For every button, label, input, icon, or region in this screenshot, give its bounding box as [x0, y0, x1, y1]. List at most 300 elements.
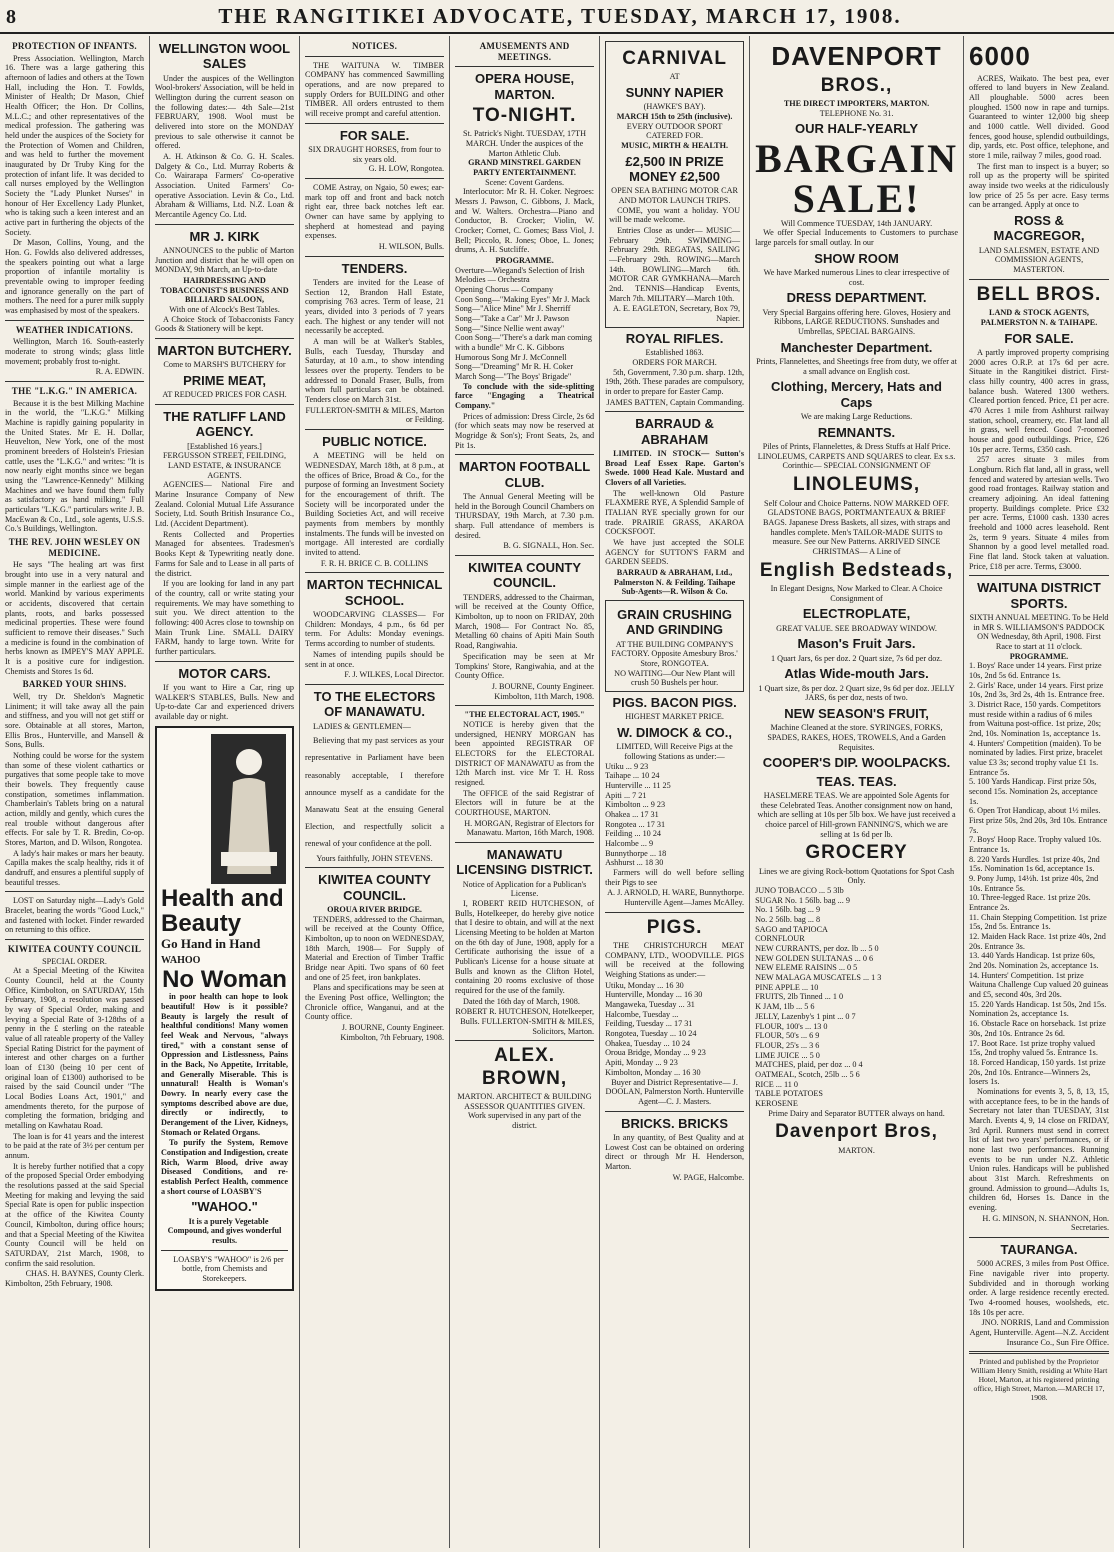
divider [305, 178, 444, 179]
divider [305, 123, 444, 124]
article-text: Believing that my past services as your representative in Parliament have been reasonably acceptable, I therefore announce myself as a candidate for the Manawatu Seat at the ensuing General Election, and respectfully solicit a renewal of your confidence at the poll. [305, 736, 445, 849]
headline-grain: GRAIN CRUSHING AND GRINDING [617, 606, 732, 638]
article-text: 257 acres situate 3 miles from Longburn. Rich flat land, all in grass, well fenced and watered by artesian wells. Two good road frontages. Railway station and creamery adjoining. An ideal fattening property. Buildings complete. Price £32 per acre. Terms, £1000 cash. 1330 acres freehold and 1000 acres leasehold. Rent 2s, term 9 years. Situate 4 miles from Shannon by a good level metalled road. Fine flat land. Stock taken at valuation. Price, £18 per acre. Terms, £3000. [968, 455, 1109, 571]
list-item: 16. Obstacle Race on horseback. 1st prize 30s, 2nd 10s. Entrance 2s 6d. [968, 1019, 1106, 1038]
signature: A. J. ARNOLD, H. WARE, Bunnythorpe. Hunterville Agent—James McAlley. [607, 888, 745, 908]
article-text: 5000 ACRES, 3 miles from Post Office. Fine navigable river into property. Subdivided and in thorough working order. A large residence recently erected. Two 4-roomed houses, woolsheds, etc. 18s 10s per acre. [968, 1259, 1109, 1317]
article-text: 1 Quart Jars, 6s per doz. 2 Quart size, 7s 6d per doz. [771, 653, 943, 663]
article-text: A lady's hair makes or mars her beauty. Capilla makes the scalp healthy, rids it of dandruff, and ensures a plentiful supply of beautiful tresses. [5, 848, 145, 887]
signature: W. PAGE, Halcombe. [672, 1172, 745, 1182]
list-item: March Song—"The Boys' Brigade" [455, 372, 572, 382]
article-text: ACRES, Waikato. The best pea, ever offered to land buyers in New Zealand. All ploughable. 5000 acres been ploughed. 1500 now in rape and turnips. Guaranteed to winter 12,000 big sheep and 1000 cattle. Well divided. Good fences, good house, splendid outbuildings, dip, yards, etc. Post office, telephone, and store 1 mile, railway 7 miles, good road. [968, 73, 1109, 161]
list-item: Song—"Dreaming" Mr R. H. Coker [455, 362, 574, 372]
list-item: Hunterville, Monday ... 16 30 [605, 990, 703, 1000]
ad-price: LOASBY'S "WAHOO" is 2/6 per bottle, from Chemists and Storekeepers. [173, 1254, 284, 1284]
signature: G. H. LOW, Rongotea. [368, 164, 445, 174]
article-text: COME Astray, on Ngaio, 50 ewes; ear-mark top off and front and back notch right ear, three back notches left ear. Owner can have same by applying to shepherd at homestead and paying expenses. [305, 182, 445, 241]
list-item: Rongotea, Tuesday ... 10 24 [605, 1029, 697, 1039]
divider [305, 56, 444, 57]
headline-bricks: BRICKS. BRICKS [621, 1115, 729, 1131]
headline-butchery: MARTON BUTCHERY. [157, 343, 292, 359]
ad-tagline: Go Hand in Hand [161, 935, 261, 951]
article-text: If you want to Hire a Car, ring up WALKER'S STABLES, Bulls. New and Up-to-date Car and experienced drivers available day or night. [155, 682, 295, 721]
subheadline: PRIME MEAT, [183, 373, 266, 389]
subheadline: TEAS. TEAS. [816, 773, 897, 789]
list-item: Kimbolton, Monday ... 16 30 [605, 1067, 701, 1077]
prize-money: £2,500 IN PRIZE MONEY £2,500 [625, 153, 724, 185]
headline-kiwitea: KIWITEA COUNTY COUNCIL [7, 944, 142, 955]
divider [161, 1250, 288, 1251]
article-text: We offer Special Inducements to Customers to purchase large parcels for small outlay. In our [755, 228, 958, 248]
divider [5, 381, 144, 382]
subheadline: ELECTROPLATE, [802, 606, 911, 622]
subheadline: Manchester Department. [780, 339, 933, 355]
article-text: Notice of Application for a Publican's License. [462, 879, 587, 899]
list-item: Song—"Since Nellie went away" [455, 323, 565, 333]
headline-barraud: BARRAUD & ABRAHAM [635, 416, 714, 447]
divider [155, 404, 294, 405]
article-text: A MEETING will be held on WEDNESDAY, March 18th, at 8 p.m., at the offices of Brice, Broad & Co., for the purpose of forming an Investment Society for the encouragement of thrift. The Society will be incorporated under the Building Societies Act, and will receive payments from members by monthly instalments. The funds will be invested on mortgage. All interested are cordially invited to attend. [305, 451, 445, 558]
subheadline: Clothing, Mercery, Hats and Caps [771, 379, 943, 410]
subheadline: PROGRAMME. [1009, 651, 1069, 661]
signature: BARRAUD & ABRAHAM, Ltd., Palmerston N. & Feilding. Taihape Sub-Agents—R. Wilson & Co. [613, 567, 736, 597]
signature: H. WILSON, Bulls. [378, 242, 445, 252]
list-item: FLOUR, 25's ... 3 6 [755, 1040, 820, 1050]
article-text: Prime Dairy and Separator BUTTER always on hand. [768, 1108, 945, 1118]
list-item: Kimbolton ... 9 23 [605, 800, 666, 810]
subheadline: GROCERY [805, 842, 908, 864]
divider [455, 705, 594, 706]
article-text: TENDERS, addressed to the Chairman, will be received at the County Office, Kimbolton, up to noon on FRIDAY, 20th March, 1908— For Contract No. 85, Metalling 60 chains of Apiti Main South Road, Rangiwahia. [455, 592, 595, 651]
article-text: AT REDUCED PRICES FOR CASH. [162, 390, 287, 400]
columns [0, 36, 1114, 1548]
article-text: Established 1863. [645, 348, 704, 358]
column-5 [600, 36, 750, 1548]
list-item: 9. Pony Jump, 14½h. 1st prize 40s, 2nd 10s. Entrance 5s. [968, 874, 1099, 893]
list-item: Opening Chorus — Company [455, 285, 554, 295]
headline-minstrel: GRAND MINSTREL GARDEN PARTY ENTERTAINMENT. [468, 158, 581, 177]
article-text: 5th, Government, 7.30 p.m. sharp. 12th, 19th, 26th. These parades are compulsory, in order to prepare for Easter Camp. [605, 367, 745, 396]
column-2 [150, 36, 300, 1548]
list-item: 10. Three-legged Race. 1st prize 20s. Entrance 2s. [968, 893, 1091, 913]
headline-protection: PROTECTION OF INFANTS. [12, 41, 137, 51]
article-text: A man will be at Walker's Stables, Bulls, each Tuesday, Thursday and Saturday, at 10 a.m., to show intending lessees over the property. Tenders to be addressed to Donald Fraser, Bulls, from whom full particulars can be obtained. Tenders close on March 31st. [305, 337, 445, 405]
divider [969, 1237, 1109, 1238]
headline-shins: BARKED YOUR SHINS. [22, 679, 127, 690]
list-item: 12. Maiden Hack Race. 1st prize 40s, 2nd 20s. Entrance 3s. [968, 932, 1106, 951]
article-text: In Elegant Designs, Now Marked to Clear. A Choice Consignment of [770, 583, 943, 603]
article-text: Lines we are giving Rock-bottom Quotations for Spot Cash Only. [758, 866, 955, 886]
list-item: NEW MALAGA MUSCATELS ... 1 3 [755, 973, 882, 983]
headline-alex-brown: ALEX. BROWN, [481, 1045, 568, 1089]
divider [5, 939, 144, 940]
article-text: NOTICE is hereby given that the undersigned, HENRY MORGAN has been appointed REGISTRAR OF ELECTORS for the ELECTORAL DISTRICT OF MANAWATU as from the 12th March inst. vice Mr T. H. Ross resigned. [455, 719, 595, 787]
headline-bargain: BARGAIN [755, 135, 958, 181]
article-text: To conclude with the side-splitting farce "Engaging a Theatrical Company." [455, 381, 595, 411]
divider [605, 912, 744, 913]
article-text: St. Patrick's Night. TUESDAY, 17TH MARCH. Under the auspices of the Marton Athletic Club. [463, 129, 587, 158]
list-item: No. 1 56lb. bag ... 9 [755, 905, 821, 915]
divider [969, 279, 1109, 280]
list-item: Halcombe, Tuesday ... [605, 1009, 679, 1019]
article-text: TENDERS, addressed to the Chairman, will be received at the County Office, Kimbolton, up to noon on WEDNESDAY, 18th March, 1908— For Supply of Material and Erection of Timber Traffic Bridge near Apiti. Two spans of 60 feet and one of 25 feet, iron bankplates. [305, 914, 445, 982]
headline-carnival: CARNIVAL [622, 48, 727, 69]
article-text: GREAT VALUE. SEE BROADWAY WINDOW. [776, 623, 937, 633]
headline-bell-bros: BELL BROS. [976, 283, 1102, 305]
list-item: 13. 440 Yards Handicap. 1st prize 60s, 2nd 20s. Nomination 2s, acceptance 1s. [968, 951, 1099, 971]
list-item: Ashhurst ... 18 30 [605, 858, 664, 868]
programme-list [455, 266, 594, 382]
section-title: AMUSEMENTS AND MEETINGS. [479, 41, 570, 62]
article-text: At a Special Meeting of the Kiwitea County Council, held at the County Office, Kimbolton, on SATURDAY, 15th February, 1908, a resolution was passed by way of Special Order, making and levying a Special Rate of 3-128ths of a penny in the £ sterling on the rateable value of all rateable property of the Valley Special Rating District for the payment of interest and other charges on a further loan of £130 (being 10 per cent of original loan of £1300) authorised to be raised by the said Council under "The Local Bodies Loans Act, 1901," and amendments thereto, for the purpose of completing the formation, bridging and metalling on Kawhatau Road. [5, 966, 145, 1131]
list-item: Overture—Wiegand's Selection of Irish Melodies — Orchestra [455, 265, 585, 285]
signature: B. G. SIGNALL, Hon. Sec. [503, 541, 595, 551]
subheadline: ROSS & MACGREGOR, [993, 213, 1085, 244]
subheadline: SUNNY NAPIER [625, 85, 724, 101]
signature: CHAS. H. BAYNES, County Clerk. [25, 1269, 145, 1279]
subheadline: W. DIMOCK & CO., [617, 724, 732, 740]
article-text: Because it is the best Milking Machine in the world, the "L.K.G." Milking Machine is rapidly gaining popularity in the United States. Mr E. H. Dollar, Heuvelton, New York, one of the most prominent breeders of Holstein's Friesian cattle, uses the "L.K.G." and writes: "It is now nearly eight months since we began using the "Lawrence-Kennedy" Milking Machines and we have found them fully as satisfactory as hand milking." Full particulars "L.K.G." particulars write J. B. MacEwan & Co., Ltd., sole agents, U.S.S. Co.'s Buildings, Wellington. [5, 398, 145, 534]
article-text: We have Marked numerous Lines to clear irrespective of cost. [763, 268, 950, 287]
list-item: Utiku ... 9 23 [605, 761, 649, 771]
list-item: JUNO TOBACCO ... 5 3lb [755, 886, 844, 896]
ad-badge: WAHOO [161, 955, 201, 967]
headline-tenders: TENDERS. [341, 260, 408, 276]
list-item: TABLE POTATOES [755, 1089, 823, 1099]
ad-title: Health and Beauty [161, 884, 284, 937]
headline-pigs-2: PIGS. [646, 916, 703, 938]
list-item: FRUITS, 2lb Tinned ... 1 0 [755, 992, 844, 1002]
article-text: In any quantity, of Best Quality and at Lowest Cost can be obtained on ordering direct or through Mr H. Henderson, Marton. [605, 1132, 745, 1171]
list-item: Halcombe ... 9 [605, 838, 654, 848]
list-item: Coon Song—"Making Eyes" Mr J. Mack [455, 294, 590, 304]
divider [305, 684, 444, 685]
list-item: Humorous Song Mr J. McConnell [455, 352, 567, 362]
list-item: 4. Hunters' Competition (maiden). To be nominated by ladies. First prize, bracelet value £3 3s; second trophy value £1 1s. Entrance 5s. [968, 738, 1103, 777]
signature: JAMES BATTEN, Captain Commanding. [606, 397, 745, 407]
list-item: 11. Chain Stepping Competition. 1st prize 15s, 2nd 5s. Entrance 1s. [968, 912, 1107, 932]
subheadline: MUSIC, MIRTH & HEALTH. [621, 141, 729, 151]
article-text: AT [669, 72, 680, 82]
article-text: LIMITED, Will Receive Pigs at the following Stations as under:— [616, 742, 733, 761]
headline-for-sale: FOR SALE. [339, 127, 410, 143]
divider [455, 555, 594, 556]
ad-brand: "WAHOO." [191, 1199, 258, 1215]
headline-6000-acres: 6000 [968, 41, 1031, 71]
headline-kirk: MR J. KIRK [189, 228, 260, 244]
column-3 [300, 36, 450, 1548]
list-item: LIME JUICE ... 5 0 [755, 1050, 820, 1060]
column-6 [750, 36, 964, 1548]
list-item: Bunnythorpe ... 18 [605, 848, 667, 858]
list-item: FLOUR, 50's ... 6 9 [755, 1031, 820, 1041]
divider [605, 1111, 744, 1112]
article-text: The loan is for 41 years and the interest to be paid at the rate of 3½ per centum per annum. [5, 1131, 145, 1161]
subheadline: HAIRDRESSING AND TOBACCONIST'S BUSINESS AND BILLIARD SALOON, [160, 276, 289, 305]
list-item: 6. Open Trot Handicap, about 1½ miles. First prize 50s, 2nd 20s, 3rd 10s. Entrance 7s. [968, 806, 1108, 835]
article-text: Plans and specifications may be seen at the Evening Post office, Wellington; the Chronicle office, Wanganui, and at the County office. [305, 983, 445, 1022]
divider [605, 411, 744, 412]
article-text: Nothing could be worse for the system than some of these violent cathartics or purgatives that some people take to move their bowels. They frequently cause constipation, sometimes inflammation. Chamberlain's Tablets bring on a natural action, mildly and gently, which cures the real trouble without dangerous after effects. For sale by T. R. Bredin, Co-op. Stores, Marton, and D. Wilson, Rongotea. [5, 750, 145, 848]
article-text: Press Association. Wellington, March 16. There was a large gathering this afternoon of ladies and others at the Town Hall, including the Hon. T. Fowlds, Minister of Health; Dr Mason, Chief Health Officer; the Hon. Dr Collins, M.L.C.; and other representatives of the medical profession. The gathering was held under the auspices of the Society for the Protection of Women and Children, and was held to further the movement inaugurated by Dr Truby King for the protection of infant life. It was decided to call nurses employed by the Wellington Society the "Lady Plunket Nurses" in honour of Her Excellency Lady Plunket, who is taking such a keen interest and an active part in furthering the objects of the Society. [5, 53, 145, 237]
list-item: 5. 100 Yards Handicap. First prize 50s, second 15s. Nomination 2s, acceptance 1s. [968, 777, 1098, 806]
list-item: 2. Girls' Race, under 14 years. First prize 10s, 2nd 3s, 3rd 2s, 4th 1s. Entrance free. [968, 680, 1105, 700]
wahoo-advertisement [155, 726, 294, 1291]
list-item: Apiti, Monday ... 9 23 [605, 1058, 678, 1068]
list-item: Feilding, Tuesday ... 17 31 [605, 1019, 693, 1029]
article-text: HASELMERE TEAS. We are appointed Sole Agents for these Celebrated Teas. Another consignment now on hand, which are selling at 10s per 5lb box. We have just received a choice parcel of Hill-grown FANNING'S, which we are selling at 1s 6d per lb. [757, 790, 956, 839]
headline-electors: TO THE ELECTORS OF MANAWATU. [313, 688, 436, 720]
list-item: Ohakea, Tuesday ... 10 24 [605, 1038, 691, 1048]
list-item: Feilding ... 10 24 [605, 829, 662, 839]
section-title: NOTICES. [351, 41, 398, 51]
subheadline: FOR SALE. [1004, 330, 1074, 346]
article-text: WOODCARVING CLASSES— For Children: Mondays, 4 p.m., 6s 6d per term. For Adults: Monday evenings. Terms according to number of students. [305, 610, 445, 649]
divider [455, 842, 594, 843]
article-text: A partly improved property comprising 2000 acres O.R.P. at 17s 6d per acre. Situate in the Rangitikei district. First-class hilly country, 400 acres in grass, balance bush. Watered 1300 wethers. Cleared portion fenced. Price, £1 per acre. 470 Acres 1 mile from Ashhurst railway station, school, creamery, etc. Flat land all in grass, well fenced. Good 7-roomed house and good outbuildings. Price, £26 10s per acre. Terms, £350 cash. [968, 347, 1109, 454]
headline-ratliff: THE RATLIFF LAND AGENCY. [163, 409, 286, 440]
divider [305, 867, 444, 868]
article-text: Under the auspices of the Wellington Wool-brokers' Association, will be held in Wellington during the current season on the following dates:— 4th Sale—21st FEBRUARY, 1908. Wool must be delivered into store on the MONDAY previous to sale otherwise it cannot be offered. [155, 73, 295, 151]
subheadline: Mason's Fruit Jars. [797, 636, 916, 652]
headline-royal-rifles: ROYAL RIFLES. [625, 330, 724, 346]
agents-list: A. H. Atkinson & Co. G. H. Scales. Dalgety & Co., Ltd. Murray Roberts & Co. Wairarapa Farmers' Co-operative Association. United Farmers' Co-operative Association. Levin & Co., Ltd. Abraham & Williams, Ltd. N.Z. Loan & Mercantile Agency Co. Ltd. [155, 152, 295, 220]
ad-text: To purify the System, Remove Constipation and Indigestion, create Rich, Warm Blood, drive away Diseased Conditions, and re-establish Perfect Health, commence a short course of LOASBY'S [161, 1138, 289, 1196]
article-text: Self Colour and Choice Patterns. NOW MARKED OFF. GLADSTONE BAGS, PORTMANTEAUX & BRIEF BAGS. Japanese Dress Baskets, all sizes, with straps and handles complete. Men's TAILOR-MADE SUITS to measure. See our New Patterns. ARRIVED SINCE CHRISTMAS— A Line of [762, 498, 951, 556]
printer-imprint: Printed and published by the Proprietor William Henry Smith, residing at White Hart Hotel, Marton, at his registered printing office, High Street, Marton.—MARCH 17, 1908. [970, 1357, 1108, 1403]
article-text: LADIES & GENTLEMEN— [313, 721, 411, 731]
article-text: FERGUSSON STREET, FEILDING, LAND ESTATE, & INSURANCE AGENTS. [162, 451, 287, 480]
signature: F. R. H. BRICE C. B. COLLINS [320, 558, 429, 568]
divider [969, 575, 1109, 576]
divider [305, 256, 444, 257]
list-item: 14. Hunters' Competition. 1st prize Waituna Challenge Cup valued 20 guineas and £5, second 40s, 3rd 20s. [968, 970, 1109, 1000]
column-1 [0, 36, 150, 1548]
headline-tauranga: TAURANGA. [1000, 1241, 1078, 1257]
list-item: Apiti ... 7 21 [605, 790, 647, 800]
subheadline: OROUA RIVER BRIDGE. [327, 905, 422, 915]
signature: J. BOURNE, County Engineer. Kimbolton, 11th March, 1908. [491, 681, 595, 701]
article-text: Names of intending pupils should be sent in at once. [305, 649, 445, 669]
signature: R. A. EDWIN. [95, 367, 145, 377]
headline-pigs: PIGS. BACON PIGS. [612, 694, 737, 710]
headline-lkg: THE "L.K.G." IN AMERICA. [11, 386, 138, 397]
divider [455, 66, 594, 67]
subheadline: English Bedsteads, [759, 559, 954, 581]
article-text: The Annual General Meeting will be held in the Borough Council Chambers on THURSDAY, 19th March, at 7.30 p.m. sharp. Full attendance of members is desired. [455, 492, 595, 540]
column-7 [964, 36, 1114, 1548]
signature: Buyer and District Representative— J. DOOLAN, Palmerston North. Hunterville Agent—C. J. Masters. [605, 1077, 744, 1106]
headline-licensing: MANAWATU LICENSING DISTRICT. [456, 846, 593, 878]
article-text: I, ROBERT REID HUTCHESON, of Bulls, Hotelkeeper, do hereby give notice that I desire to obtain, and will at the next Licensing Meeting to be holden at Marton on the 6th day of June, 1908, apply for a Certificate authorising the issue of a Publican's License for a house situate at Bulls and known as the Clifton Hotel, containing 20 rooms exclusive of those required for the use of the family. [455, 898, 595, 995]
list-item: 7. Boys' Hoop Race. Trophy valued 10s. Entrance 1s. [968, 835, 1102, 855]
grain-crushing-advertisement [605, 600, 744, 692]
signature: Yours faithfully, JOHN STEVENS. [316, 853, 433, 863]
article-text: If you are looking for land in any part of the country, call or write stating your requirements. We may have something to suit you. We direct attention to the following: 400 Acres close to township on Main Trunk Line. SMALL DAIRY FARM, handy to large town. Write for further particulars. [155, 579, 295, 656]
list-item: 15. 220 Yards Handicap. 1st 50s, 2nd 15s. Nomination 2s, acceptance 1s. [968, 999, 1107, 1019]
article-text: MARTON. ARCHITECT & BUILDING ASSESSOR QUANTITIES GIVEN. Work supervised in any part of the district. [457, 1092, 592, 1131]
article-text: THE WAITUNA W. TIMBER COMPANY has commenced Sawmilling operations, and are now prepared to supply Orders for BUILDING and other TIMBER. All orders entrusted to them will receive prompt and careful attention. [305, 60, 445, 118]
article-text: COME, you want a holiday. YOU will be made welcome. [609, 205, 741, 225]
list-item: NEW ELEME RAISINS ... 0 5 [755, 963, 858, 973]
article-text: SIX DRAUGHT HORSES, from four to six years old. [308, 144, 441, 164]
list-item: PINE APPLE ... 10 [755, 982, 819, 992]
headline-football: MARTON FOOTBALL CLUB. [458, 459, 591, 490]
article-text: Wellington, March 16. South-easterly moderate to strong winds; glass little movement; probably frost to-night. [5, 337, 145, 366]
article-text: OPEN SEA BATHING MOTOR CAR AND MOTOR LAUNCH TRIPS. [611, 186, 738, 206]
article-text: Prints, Flannelettes, and Sheetings free from duty, we offer at a small advance on English cost. [756, 357, 957, 376]
pig-stations-list [605, 981, 744, 1078]
article-text: The well-known Old Pasture FLAXMERE RYE, A Splendid Sample of ITALIAN RYE specially grown for our trade. PRAIRIE GRASS, AKAROA COCKSFOOT. [605, 488, 745, 537]
article-text: THE DIRECT IMPORTERS, MARTON. [783, 99, 930, 109]
list-item: Hunterville ... 11 25 [605, 780, 671, 790]
list-item: 8. 220 Yards Hurdles. 1st prize 40s, 2nd 15s. Nomination 1s 6d, acceptance 1s. [968, 854, 1100, 874]
article-text: Will Commence TUESDAY, 14th JANUARY. [780, 218, 933, 228]
subheadline: DRESS DEPARTMENT. [786, 290, 927, 306]
divider [455, 454, 594, 455]
grocery-list [755, 886, 958, 1108]
article-text: The first man to inspect is a buyer; so roll up as the property will be spirited away inside two weeks at the ridiculously low price of 25 5s per acre. Easy terms can be arranged. Apply at once to [968, 161, 1109, 210]
article-text: Come to MARSH'S BUTCHERY for [163, 360, 286, 370]
article-text: It is hereby further notified that a copy of the proposed Special Order embodying the resolutions passed at the said Special Meeting for making and levying the said Special Rate is open for public inspection at the office of the Kiwitea County Council, Kimbolton, during office hours; and that a Special Meeting of the Kiwitea County Council will be held on SATURDAY, 21st March, 1908, to confirm the said resolution. [5, 1161, 145, 1268]
list-item: JELLY, Lazenby's 1 pint ... 0 7 [755, 1011, 856, 1021]
list-item: Oroua Bridge, Monday ... 9 23 [605, 1048, 706, 1058]
article-text: The OFFICE of the said Registrar of Electors will in future be at the COURTHOUSE, MARTON. [455, 788, 595, 817]
article-text: A Choice Stock of Tobacconists Fancy Goods & Stationery will be kept. [155, 314, 295, 334]
list-item: Mangaweka, Tuesday ... 31 [605, 1000, 695, 1010]
divider [155, 224, 294, 225]
signature: ROBERT R. HUTCHESON, Hotelkeeper, Bulls. FULLERTON-SMITH & MILES, Solicitors, Marton. [455, 1007, 595, 1036]
headline-motor-cars: MOTOR CARS. [178, 665, 271, 681]
subheadline: COOPER'S DIP. WOOLPACKS. [762, 755, 951, 771]
article-text: Scene: Covent Gardens. [485, 177, 564, 187]
divider [969, 1351, 1109, 1354]
divider [5, 320, 144, 321]
headline-tonight: TO-NIGHT. [472, 104, 577, 126]
article-text: AGENCIES— National Fire and Marine Insurance Company of New Zealand. Colonial Mutual Life Assurance Society, Ltd. South British Insurance Co., Ltd. (Accident Department). [155, 480, 295, 529]
list-item: Song—"Alice Mine" Mr J. Sherriff [455, 304, 571, 314]
divider [455, 1040, 594, 1041]
article-text: Tenders are invited for the Lease of Section 12, Brandon Hall Estate, comprising 763 acres. Term of lease, 21 years, divided into 3 periods of 7 years each. The highest or any tender will not necessarily be accepted. [305, 278, 445, 336]
article-text: NO WAITING—Our New Plant will crush 50 Bushels per hour. [614, 668, 735, 688]
list-item: FLOUR, 100's ... 13 0 [755, 1021, 828, 1031]
woman-illustration [211, 734, 286, 884]
list-item: Ohakea ... 17 31 [605, 809, 659, 819]
article-text: He says "The healing art was first brought into use in a very natural and simple manner in the earliest age of the world. Mankind by various experiments or accidents, discovered that certain plants, roots, and barks possessed medicinal properties. These were found sufficient to remove their diseases." Such a medicine is found in the combination of herbs known as IMPEY'S MAY APPLE. It is a positive cure for indigestion. Chemists and Stores 1s 6d. [5, 560, 145, 676]
article-text: Entries Close as under— MUSIC—February 29th. SWIMMING—February 29th. REGATAS, SAILING—February 29th. ROWING—March 14th. BOWLING—March 6th. MOTOR CAR GYMKHANA—March 2nd. TENNIS—Handicap Events, March 7th. MILITARY—March 10th. [609, 226, 741, 303]
article-text: We have just accepted the SOLE AGENCY for SUTTON'S FARM and GARDEN SEEDS. [605, 537, 745, 567]
article-text: EVERY OUTDOOR SPORT CATERED FOR. [626, 121, 723, 141]
signature: H. MORGAN, Registrar of Electors for Manawatu. Marton, 16th March, 1908. [464, 818, 595, 838]
list-item: Taihape ... 10 24 [605, 771, 660, 781]
article-text: MARCH 15th to 25th (inclusive). [616, 112, 733, 122]
list-item: 1. Boys' Race under 14 years. First prize 10s, 2nd 5s 6d. Entrance 1s. [968, 661, 1102, 680]
signature: F. J. WILKES, Local Director. [344, 670, 445, 680]
signature: FULLERTON-SMITH & MILES, Marton or Feilding. [305, 405, 445, 425]
article-text: Nominations for events 3, 5, 8, 13, 15, with acceptance fees, to be in the hands of Secretary not later than TUESDAY, 31st March. Events 4, 9, 14 close on FRIDAY, 3rd April. Runners must send in correct list of last two years' performances, or if none last two performances. Running events to be run under N.Z. Athletic Union rules. Handicaps will be published about 31st March. Refreshments on ground. Admission to ground—Adults 1s, children 6d, Horses 1s. Dance in the evening. [968, 1086, 1109, 1212]
article-text: Dr Mason, Collins, Young, and the Hon. G. Fowlds also delivered addresses, the speakers pointing out what a large proportion of infantile mortality is preventable owing to improper feeding and ignorance generally on the part of mothers. The need for a purer milk supply was emphasised by most of the speakers. [5, 238, 145, 316]
headline-weather: WEATHER INDICATIONS. [15, 324, 134, 335]
subheadline: NEW SEASON'S FRUIT, [784, 705, 929, 721]
headline-technical-school: MARTON TECHNICAL SCHOOL. [306, 577, 443, 608]
lost-notice: LOST on Saturday night—Lady's Gold Bracelet, bearing the words "Good Luck," and fastened with locket. Finder rewarded on returning to this office. [5, 896, 145, 935]
list-item: CORNFLOUR [755, 934, 805, 944]
sports-programme-list [969, 661, 1109, 1087]
article-text: Well, try Dr. Sheldon's Magnetic Liniment; it will take away all the pain and stiffness, and you will not get stiff or sore. Obtainable at all stores, Marton, Ellis Bros., Hunterville, and Mansell & Sons, Bulls. [5, 691, 145, 750]
article-text: Specification may be seen at Mr Tompkins' Store, Rangiwahia, and at the County Office. [455, 651, 595, 681]
headline-public-notice: PUBLIC NOTICE. [322, 434, 427, 450]
column-4 [450, 36, 600, 1548]
list-item: OATMEAL, Scotch, 25lb ... 5 6 [755, 1069, 860, 1079]
article-text: Dated the 16th day of March, 1908. [463, 996, 580, 1006]
signature: J. BOURNE, County Engineer. Kimbolton, 7th February, 1908. [340, 1023, 445, 1042]
list-item: SAGO and TAPIOCA [755, 924, 828, 934]
newspaper-title: THE RANGITIKEI ADVOCATE, TUESDAY, MARCH 17, 1908. [218, 4, 902, 28]
divider [5, 891, 144, 892]
article-text: ORDERS FOR MARCH. [632, 357, 717, 367]
list-item: 3. District Race, 150 yards. Competitors must reside within a radius of 6 miles from Waituna post-office. 1st prize, 20s; 2nd, 10s. Nomination 1s, acceptance 1s. [968, 699, 1102, 738]
ad-text: It is a purely Vegetable Compound, and gives wonderful results. [167, 1216, 282, 1246]
pig-stations-list [605, 762, 744, 868]
article-text: Machine Cleaned at the store. SYRINGES, FORKS, SPADES, RAKES, HOES, TROWELS, And a Garden Requisites. [767, 723, 946, 752]
subheadline: REMNANTS. [817, 424, 896, 440]
page-number: 8 [6, 6, 16, 28]
list-item: KEROSENE [755, 1098, 798, 1108]
divider [155, 338, 294, 339]
article-text: 1 Quart size, 8s per doz. 2 Quart size, 9s 6d per doz. JELLY JARS, 6s per doz, nests of two. [758, 683, 955, 703]
list-item: NEW GOLDEN SULTANAS ... 0 6 [755, 953, 874, 963]
divider [155, 661, 294, 662]
article-text: SIXTH ANNUAL MEETING. To be Held in MR S. WILLIAMSON'S PADDOCK ON Wednesday, 8th April, 1908. First Race to start at 11 o'clock. [969, 612, 1109, 651]
article-text: TELEPHONE No. 31. [819, 108, 894, 118]
article-text: With one of Alcock's Best Tables. [169, 305, 280, 315]
list-item: 18. Forced Handicap, 150 yards. 1st prize 20s, 2nd 10s. Entrance—Winners 2s, losers 1s. [968, 1057, 1106, 1087]
subheadline: SHOW ROOM [814, 250, 899, 266]
list-item: NEW CURRANTS, per doz. lb ... 5 0 [755, 944, 879, 954]
article-text: LIMITED. IN STOCK— Sutton's Broad Leaf Essex Rape. Garton's Swede. 1000 Head Kale. Mustard and Clovers of all Varieties. [605, 448, 745, 487]
article-text: LAND & STOCK AGENTS, PALMERSTON N. & TAIHAPE. [980, 308, 1098, 327]
headline-opera-house: OPERA HOUSE, MARTON. [474, 71, 575, 102]
ad-text: in poor health can hope to look beautiful! How is it possible? Beauty is largely the result of healthful conditions! Many women feel Weak and Nervous, "always tired," with a constant sense of Oppression and Listlessness, Pains in the Back, No Appetite, Irritable, and Generally Miserable. This is unnatural! Health is Woman's Dowry. In nearly every case the symptoms described above are due, directly or indirectly, to Derangement of the Liver, Kidneys, Stomach or Related Organs. [161, 992, 289, 1137]
headline-kiwitea-tenders: KIWITEA COUNTY COUNCIL. [468, 560, 581, 591]
headline-kiwitea-bridge: KIWITEA COUNTY COUNCIL. [318, 872, 431, 903]
list-item: Rongotea ... 17 31 [605, 819, 666, 829]
signature: H. G. MINSON, N. SHANNON, Hon. Secretaries. [982, 1213, 1109, 1233]
list-item: MATCHES, plaid, per doz ... 0 4 [755, 1060, 863, 1070]
carnival-advertisement [605, 41, 744, 328]
list-item: 17. Boot Race. 1st prize trophy valued 15s, 2nd trophy valued 5s. Entrance 1s. [968, 1038, 1098, 1058]
article-text: LAND SALESMEN, ESTATE AND COMMISSION AGENTS, MASTERTON. [978, 245, 1100, 275]
headline-sale: SALE! [792, 175, 921, 221]
list-item: Utiku, Monday ... 16 30 [605, 980, 684, 990]
article-text: Farmers will do well before selling their Pigs to see [605, 868, 745, 887]
article-text: Interlocutor: Mr R. H. Coker. Negroes: Messrs J. Pawson, C. Gibbons, J. Mack, and W. Walters. Orchestra—Piano and Conductor, B. Crocker; Violin, W. Crocker; Cornet, C. Gomes; Bass Viol, J. Bell; Piccolo, R. Jones; Oboe, L. Jones; drums, A. H. Sutcliffe. [455, 187, 595, 255]
subheadline: BROS., [820, 74, 893, 96]
list-item: No. 2 56lb. bag ... 8 [755, 915, 821, 925]
article-text: We are making Large Reductions. [800, 412, 913, 422]
headline-davenport: DAVENPORT [771, 41, 942, 71]
divider [305, 429, 444, 430]
headline-waituna-sports: WAITUNA DISTRICT SPORTS. [977, 580, 1101, 611]
headline-wesley: THE REV. JOHN WESLEY ON MEDICINE. [8, 537, 141, 558]
article-text: Piles of Prints, Flannelettes, & Dress Stuffs at Half Price. LINOLEUMS, CARPETS AND SQUARES to clear. Ex s.s. Corinthic— SPECIAL CONSIGNMENT OF [757, 442, 956, 471]
headline-electoral-act: "THE ELECTORAL ACT, 1905." [464, 710, 585, 720]
article-text: Prices of admission: Dress Circle, 2s 6d (for which seats may now be reserved at Mogridge & Son's); Front Seats, 2s, and Pit 1s. [455, 411, 595, 450]
masthead [0, 0, 1114, 34]
subheadline: [Established 16 years.] [187, 441, 262, 451]
article-text: ANNOUNCES to the public of Marton Junction and district that he will open on MONDAY, 9th March, an Up-to-date [155, 246, 295, 275]
list-item: Coon Song—"There's a dark man coming with a bundle" Mr C. K. Gibbons [455, 333, 592, 353]
